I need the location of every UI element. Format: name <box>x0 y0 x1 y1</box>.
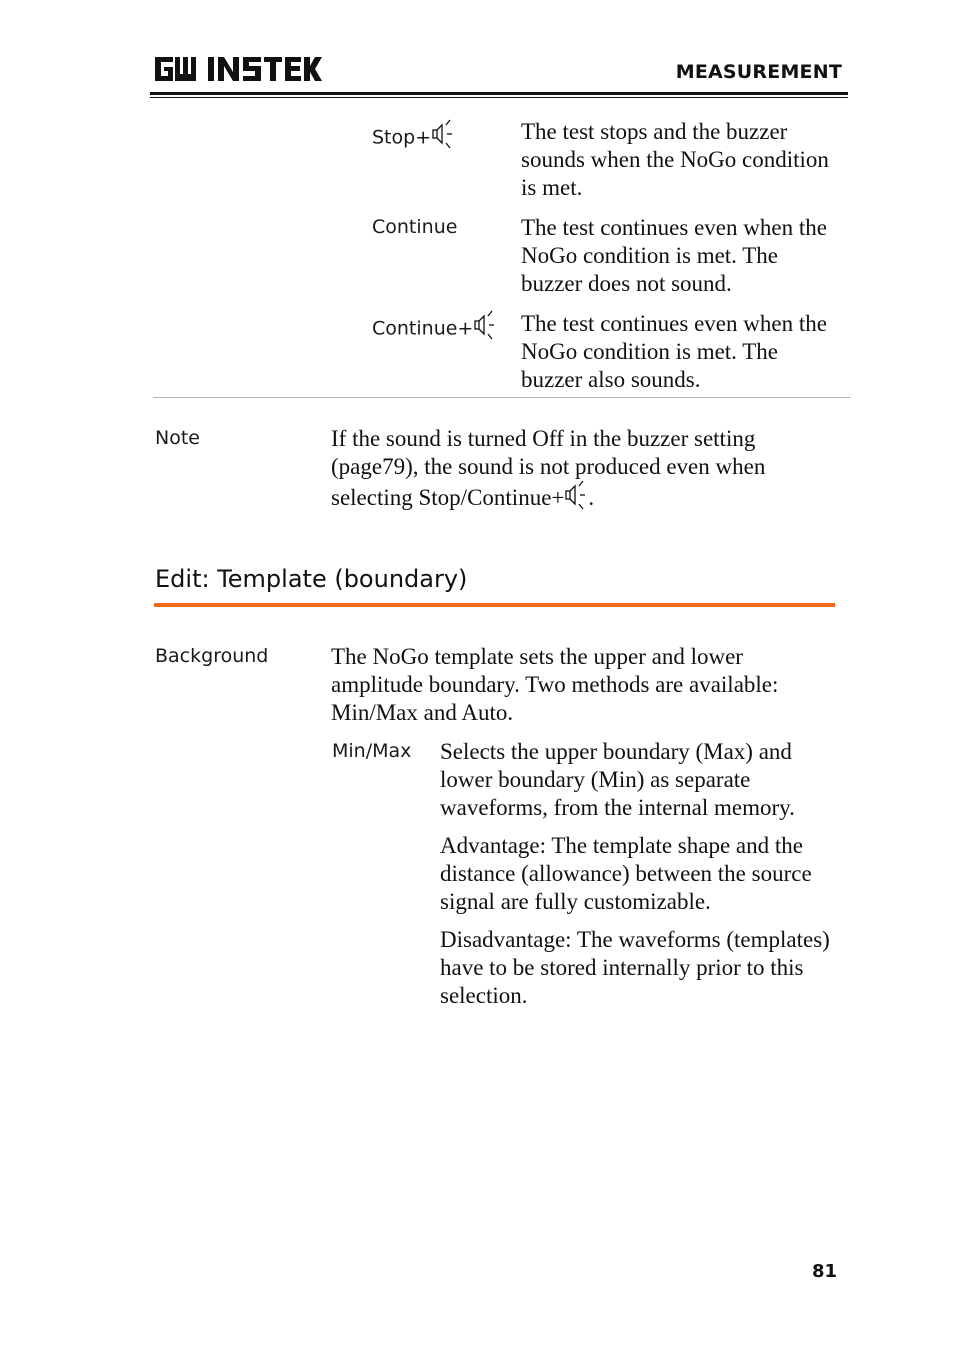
note-line-1: If the sound is turned Off in the buzzer setting <box>331 426 756 451</box>
table-divider <box>153 397 851 398</box>
header-rule-thin <box>150 97 848 98</box>
minmax-label: Min/Max <box>332 740 412 762</box>
section-rule <box>154 603 835 607</box>
action-continue-desc: The test continues even when the NoGo condition is met. The buzzer does not sound. <box>521 215 827 296</box>
note-text <box>331 425 831 513</box>
action-label-text: Continue+ <box>372 317 474 340</box>
background-label: Background <box>155 645 269 667</box>
action-stop-desc: The test stops and the buzzer sounds when the NoGo condition is met. <box>521 119 829 200</box>
minmax-desc-3: Disadvantage: The waveforms (templates) have to be stored internally prior to this selection. <box>440 927 830 1008</box>
action-label-text: Stop+ <box>372 126 432 149</box>
note-line-2: (page79), the sound is not produced even when <box>331 454 766 479</box>
minmax-desc-1: Selects the upper boundary (Max) and lower boundary (Min) as separate waveforms, from the internal memory. <box>440 739 795 820</box>
minmax-desc-2: Advantage: The template shape and the distance (allowance) between the source signal are fully customizable. <box>440 833 812 914</box>
note-line-3-text: selecting Stop/Continue+ <box>331 485 565 510</box>
page-number: 81 <box>812 1261 838 1282</box>
action-continue-buzzer-desc: The test continues even when the NoGo condition is met. The buzzer also sounds. <box>521 311 827 392</box>
speaker-icon <box>431 118 455 152</box>
speaker-icon <box>473 309 497 343</box>
note-line-3-end: . <box>588 485 595 510</box>
background-text: The NoGo template sets the upper and lower amplitude boundary. Two methods are available: Min/Max and Auto. <box>331 644 779 725</box>
action-continue-buzzer-label <box>372 315 497 343</box>
header-section-title: MEASUREMENT <box>675 61 842 83</box>
gw-instek-logo <box>153 54 323 84</box>
note-line-3 <box>331 484 831 513</box>
note-label: Note <box>155 427 200 449</box>
speaker-icon <box>564 479 588 513</box>
section-title: Edit: Template (boundary) <box>155 565 468 593</box>
action-continue-label: Continue <box>372 216 458 238</box>
header-rule <box>150 92 848 95</box>
action-stop-label <box>372 124 455 152</box>
